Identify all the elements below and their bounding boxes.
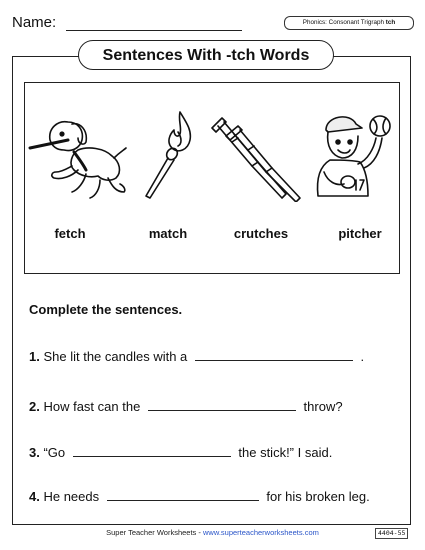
sentence-text-before: She lit the candles with a: [43, 349, 188, 364]
baseball-pitcher-icon: [310, 106, 394, 202]
dog-fetching-stick-icon: [28, 110, 128, 202]
worksheet-code: 4404-55: [375, 528, 408, 539]
footer-url-link[interactable]: www.superteacherworksheets.com: [202, 528, 319, 537]
name-blank-line[interactable]: [66, 30, 242, 31]
sentence-text-before: “Go: [43, 445, 66, 460]
sentence-text-after: .: [360, 349, 365, 364]
answer-blank[interactable]: [73, 444, 231, 457]
sentence-number: 1.: [29, 349, 40, 364]
instructions: Complete the sentences.: [29, 302, 183, 317]
name-label: Name:: [12, 14, 57, 31]
picture-word-crutches: crutches: [233, 226, 289, 241]
footer: [0, 528, 425, 537]
sentence-text-after: the stick!” I said.: [238, 445, 333, 460]
sentence-text-before: How fast can the: [43, 399, 141, 414]
picture-word-match: match: [148, 226, 188, 241]
sentence-1: [29, 348, 364, 364]
sentence-4: [29, 488, 370, 504]
topic-trigraph: tch: [385, 19, 396, 26]
topic-badge: [284, 16, 414, 30]
footer-separator: -: [196, 528, 203, 537]
topic-prefix: Phonics: Consonant Trigraph: [302, 19, 386, 26]
sentence-number: 2.: [29, 399, 40, 414]
answer-blank[interactable]: [148, 398, 296, 411]
sentence-text-after: throw?: [303, 399, 343, 414]
picture-word-fetch: fetch: [54, 226, 86, 241]
worksheet-title: Sentences With -tch Words: [78, 40, 334, 70]
sentence-text-after: for his broken leg.: [266, 489, 370, 504]
sentence-number: 4.: [29, 489, 40, 504]
answer-blank[interactable]: [195, 348, 353, 361]
answer-blank[interactable]: [107, 488, 259, 501]
lit-match-icon: [140, 110, 200, 202]
sentence-text-before: He needs: [43, 489, 100, 504]
sentence-number: 3.: [29, 445, 40, 460]
sentence-3: [29, 444, 332, 460]
crutches-icon: [206, 110, 306, 202]
sentence-2: [29, 398, 343, 414]
picture-word-pitcher: pitcher: [338, 226, 382, 241]
footer-site-name: Super Teacher Worksheets: [106, 528, 197, 537]
